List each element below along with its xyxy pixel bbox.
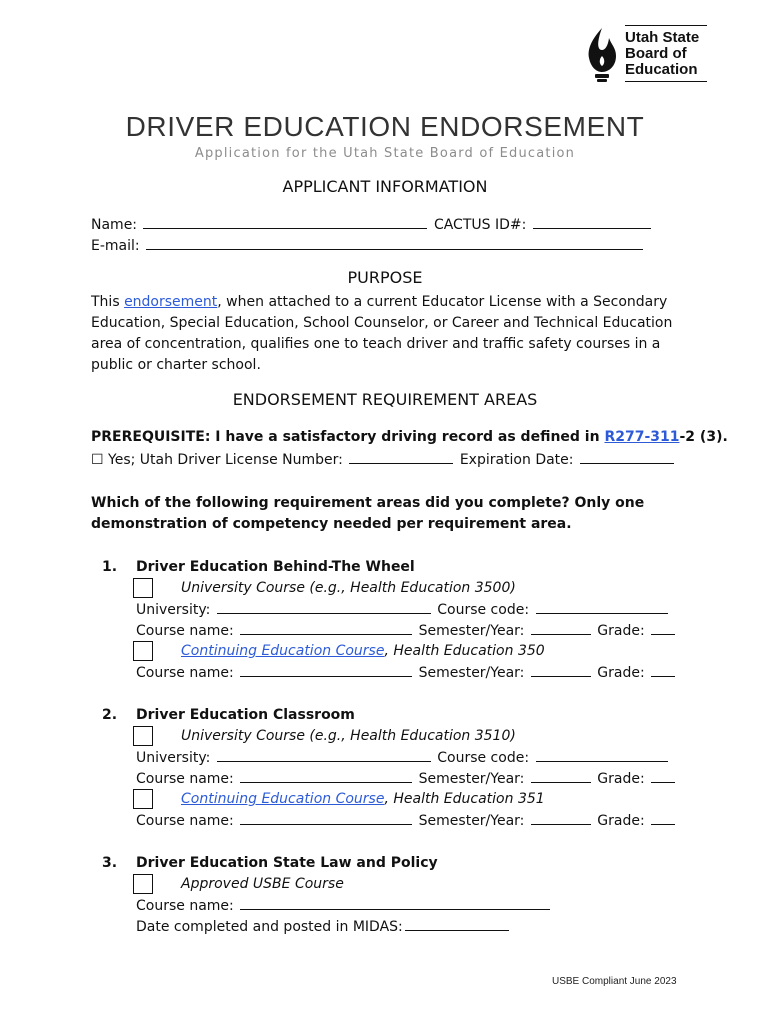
name-label: Name: (91, 217, 138, 233)
email-field[interactable] (146, 235, 643, 250)
purpose-paragraph (91, 292, 691, 376)
area-2-ce-course-row (136, 810, 677, 831)
cactus-label: CACTUS ID#: (433, 217, 527, 233)
name-field[interactable] (143, 214, 427, 229)
yes-checkbox[interactable]: ☐ (91, 452, 104, 468)
area-2-ce-link[interactable]: Continuing Education Course (181, 791, 385, 807)
cactus-id-field[interactable] (533, 214, 651, 229)
area-2-ce-grade-field[interactable] (651, 810, 675, 825)
semester-label: Semester/Year: (418, 813, 525, 829)
expiration-label: Expiration Date: (459, 452, 574, 468)
course-name-label: Course name: (136, 771, 234, 787)
area-2-university-checkbox[interactable] (133, 726, 153, 746)
purpose-text-after: , when attached to a current Educator License with a Secondary Education, Special Education, School Counselor, or Career and Technical Education area of concentration, qualifies one to teach driver and traffic safety courses in a public or charter school. (91, 294, 673, 373)
flame-icon (583, 26, 621, 84)
area-3-course-row (136, 895, 552, 916)
prerequisite-line (91, 427, 728, 447)
area-1-course-row (136, 620, 677, 641)
area-2-number: 2. (102, 707, 118, 723)
logo-org-line1: Utah State (625, 29, 700, 46)
area-2-university-row (136, 747, 670, 768)
r277-311-link[interactable]: R277-311 (604, 429, 680, 445)
area-1-ce-option (181, 641, 545, 661)
semester-label: Semester/Year: (418, 665, 525, 681)
applicant-heading: APPLICANT INFORMATION (282, 177, 488, 196)
area-1-university-row (136, 599, 670, 620)
area-1-ce-grade-field[interactable] (651, 662, 675, 677)
course-code-label: Course code: (437, 750, 530, 766)
semester-label: Semester/Year: (418, 623, 525, 639)
document-title: DRIVER EDUCATION ENDORSEMENT (125, 111, 645, 142)
yes-license-label: Yes; Utah Driver License Number: (108, 452, 343, 468)
purpose-text-before: This (91, 294, 125, 310)
area-1-course-code-field[interactable] (536, 599, 668, 614)
footer-text: USBE Compliant June 2023 (552, 976, 677, 987)
course-name-label: Course name: (136, 665, 234, 681)
course-name-label: Course name: (136, 898, 234, 914)
area-2-course-code-field[interactable] (536, 747, 668, 762)
area-2-university-field[interactable] (217, 747, 431, 762)
area-2-grade-field[interactable] (651, 768, 675, 783)
grade-label: Grade: (597, 665, 645, 681)
area-2-course-name-field[interactable] (240, 768, 412, 783)
logo-rule-top (625, 25, 707, 26)
area-3-course-name-field[interactable] (240, 895, 550, 910)
expiration-date-field[interactable] (580, 449, 674, 464)
area-1-semester-field[interactable] (531, 620, 591, 635)
area-1-number: 1. (102, 559, 118, 575)
grade-label: Grade: (597, 813, 645, 829)
area-3-usbe-option: Approved USBE Course (181, 876, 344, 892)
license-number-field[interactable] (349, 449, 453, 464)
requirement-question: Which of the following requirement areas did you complete? Only one demonstration of competency needed per requirement area. (91, 495, 645, 532)
area-2-ce-semester-field[interactable] (531, 810, 591, 825)
area-2-ce-course: , Health Education 351 (384, 791, 545, 807)
midas-date-label: Date completed and posted in MIDAS: (136, 919, 403, 935)
area-2-ce-checkbox[interactable] (133, 789, 153, 809)
area-1-ce-link[interactable]: Continuing Education Course (181, 643, 385, 659)
email-row (91, 235, 645, 256)
area-1-title: Driver Education Behind-The Wheel (136, 559, 415, 575)
course-name-label: Course name: (136, 813, 234, 829)
area-2-ce-course-name-field[interactable] (240, 810, 412, 825)
email-label: E-mail: (91, 238, 140, 254)
logo-org-line3: Education (625, 61, 698, 78)
area-3-title: Driver Education State Law and Policy (136, 855, 438, 871)
area-3-date-row (136, 916, 511, 937)
area-3-usbe-checkbox[interactable] (133, 874, 153, 894)
grade-label: Grade: (597, 771, 645, 787)
area-1-ce-course: , Health Education 350 (384, 643, 545, 659)
prerequisite-text: PREREQUISITE: I have a satisfactory driving record as defined in (91, 429, 605, 445)
area-2-semester-field[interactable] (531, 768, 591, 783)
university-label: University: (136, 602, 211, 618)
grade-label: Grade: (597, 623, 645, 639)
area-1-university-checkbox[interactable] (133, 578, 153, 598)
course-name-label: Course name: (136, 623, 234, 639)
area-1-university-field[interactable] (217, 599, 431, 614)
usbe-logo (583, 24, 711, 86)
name-row (91, 214, 653, 235)
area-1-grade-field[interactable] (651, 620, 675, 635)
requirements-heading: ENDORSEMENT REQUIREMENT AREAS (232, 390, 538, 409)
prerequisite-text-end: -2 (3). (679, 429, 728, 445)
semester-label: Semester/Year: (418, 771, 525, 787)
logo-org-line2: Board of (625, 45, 687, 62)
area-2-ce-option (181, 789, 545, 809)
midas-date-field[interactable] (405, 916, 509, 931)
area-2-university-option: University Course (e.g., Health Education 3510) (181, 728, 516, 744)
area-1-university-option: University Course (e.g., Health Education 3500) (181, 580, 516, 596)
endorsement-link[interactable]: endorsement (124, 294, 218, 310)
area-1-ce-checkbox[interactable] (133, 641, 153, 661)
document-subtitle: Application for the Utah State Board of Education (194, 146, 576, 161)
area-1-course-name-field[interactable] (240, 620, 412, 635)
course-code-label: Course code: (437, 602, 530, 618)
area-1-ce-course-row (136, 662, 677, 683)
university-label: University: (136, 750, 211, 766)
area-1-ce-course-name-field[interactable] (240, 662, 412, 677)
area-3-number: 3. (102, 855, 118, 871)
license-row (91, 449, 676, 470)
logo-rule-bottom (625, 81, 707, 82)
area-1-ce-semester-field[interactable] (531, 662, 591, 677)
area-2-title: Driver Education Classroom (136, 707, 355, 723)
purpose-heading: PURPOSE (347, 268, 423, 287)
area-2-course-row (136, 768, 677, 789)
